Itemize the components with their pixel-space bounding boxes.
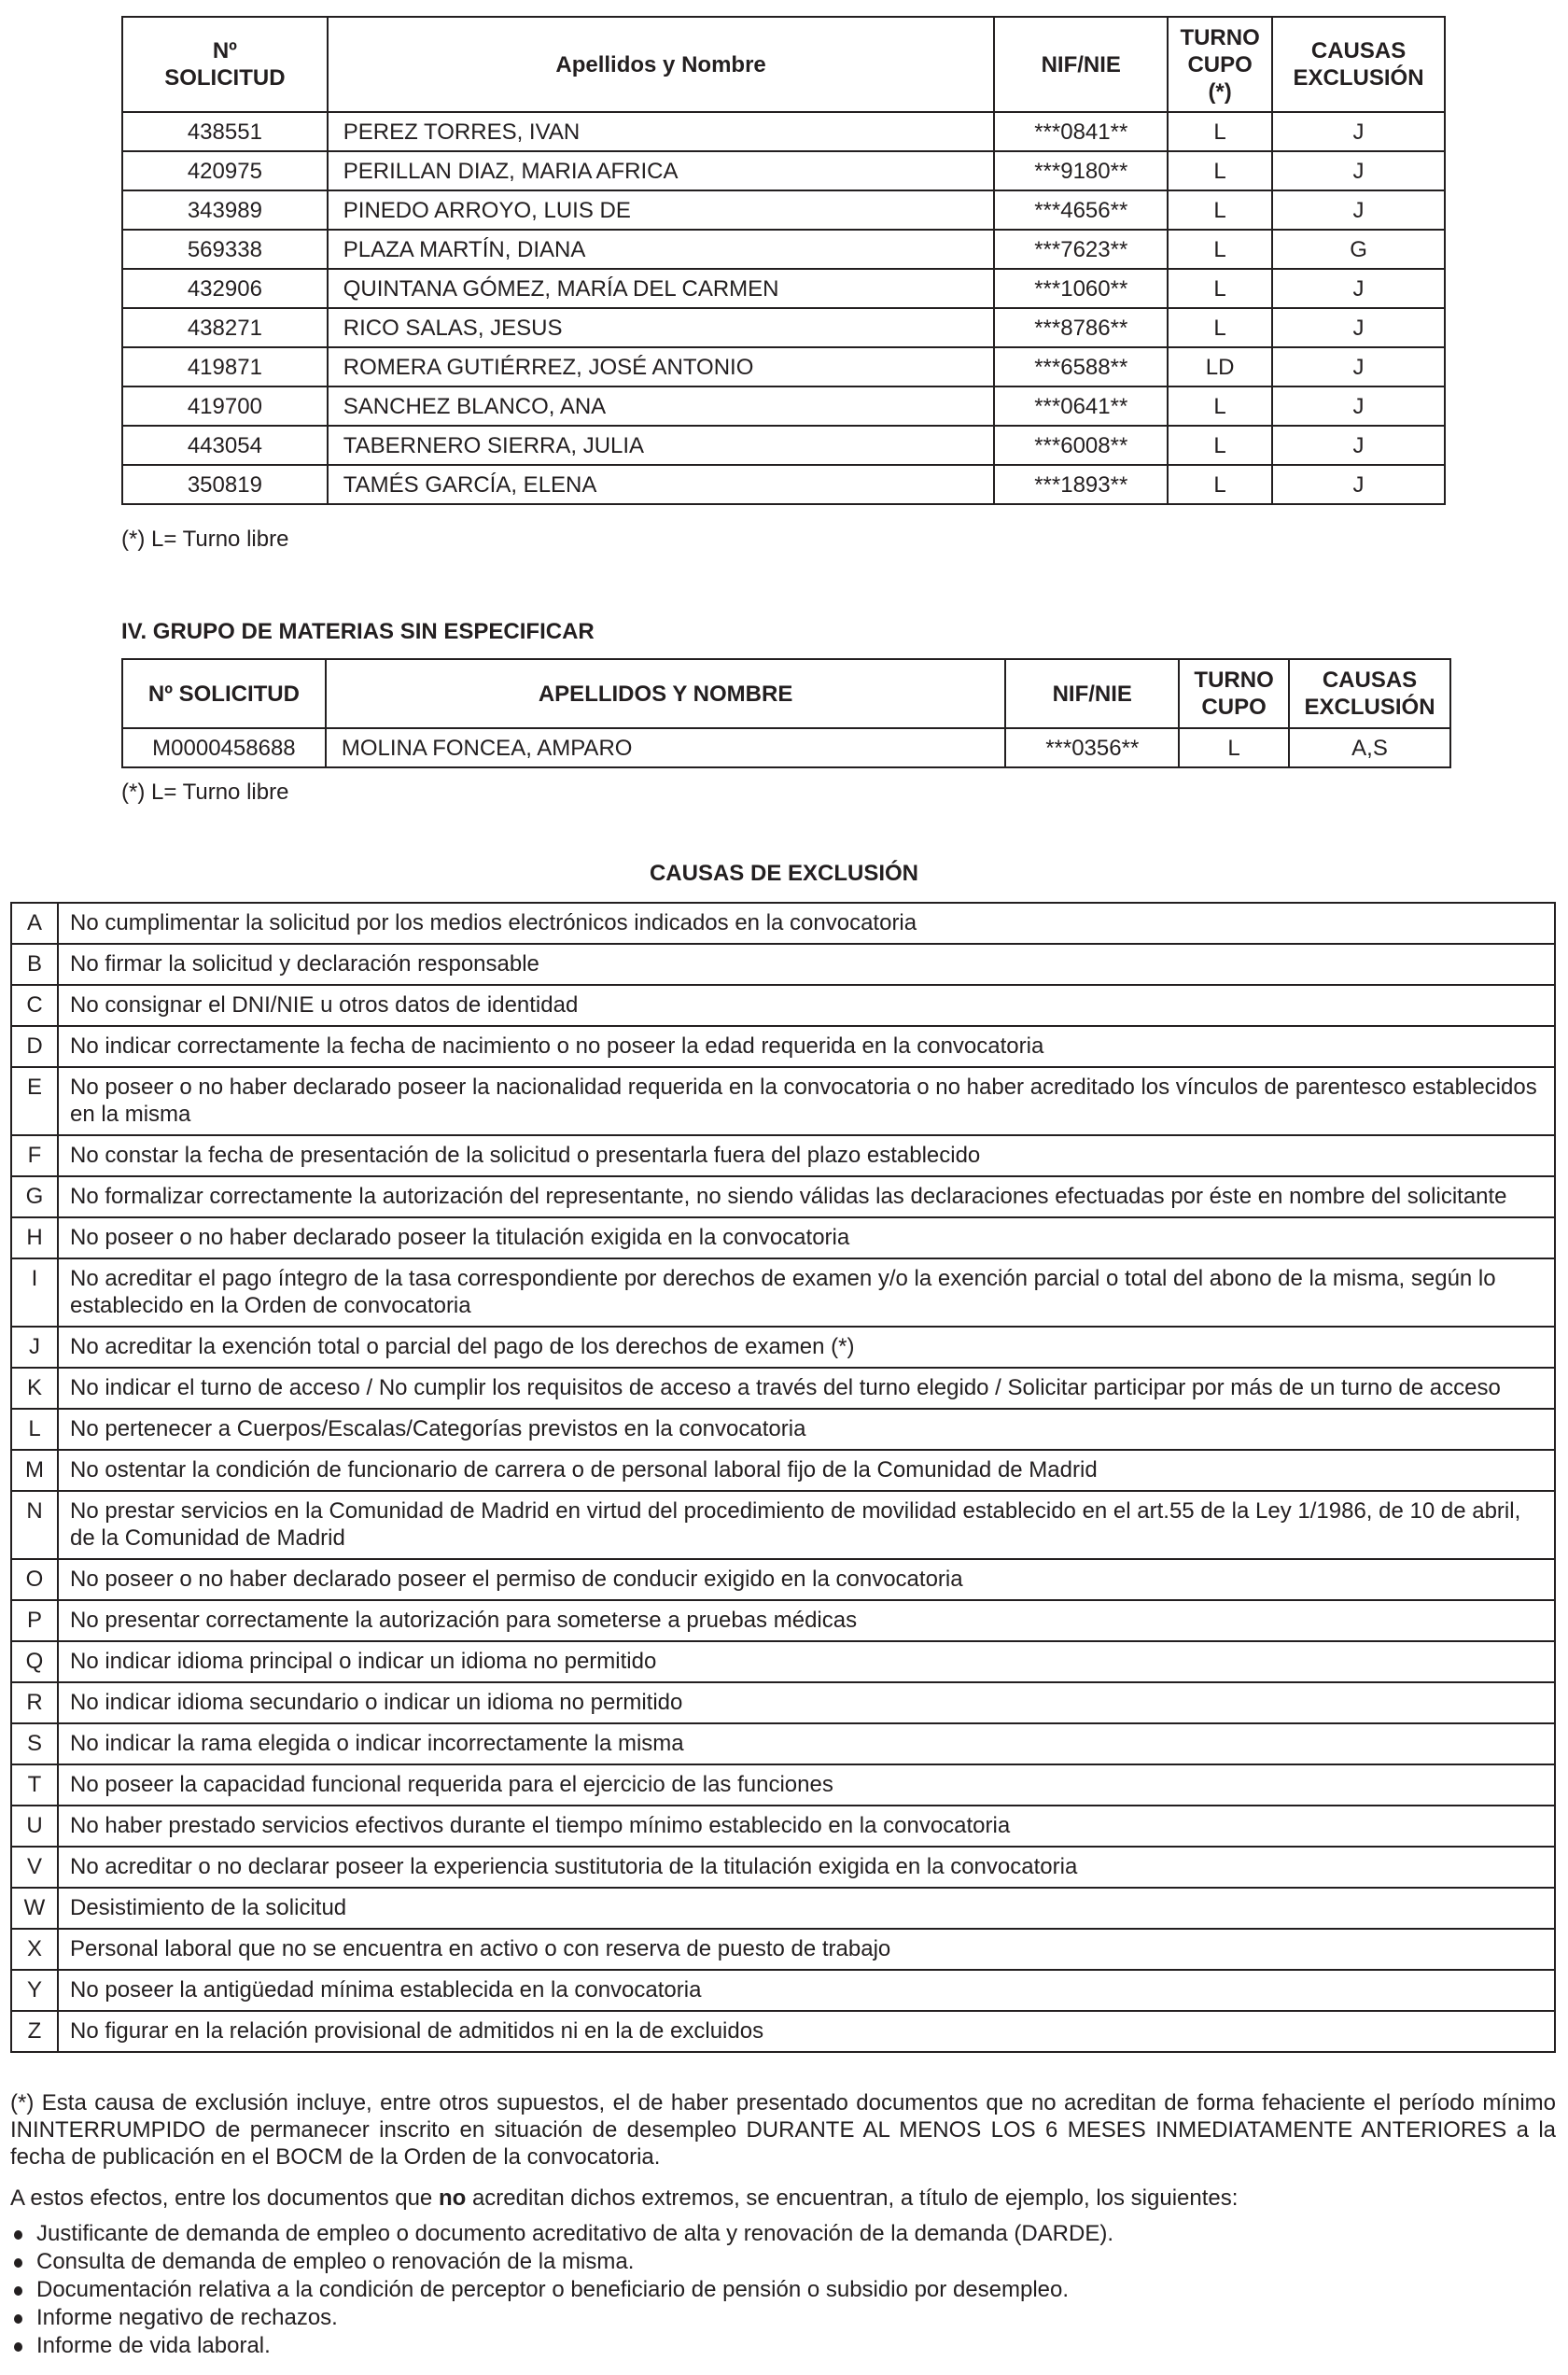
list-item: Documentación relativa a la condición de perceptor o beneficiario de pensión o subsidio por desempleo. [10,2276,1556,2304]
documents-intro-bold: no [438,2185,467,2211]
cell-nif: ***4656** [994,190,1168,230]
causa-description: No poseer o no haber declarado poseer la titulación exigida en la convocatoria [58,1217,1555,1258]
cell-name: PINEDO ARROYO, LUIS DE [328,190,995,230]
bullet-icon [14,2342,22,2352]
documents-intro-after: acreditan dichos extremos, se encuentran, a título de ejemplo, los siguientes: [466,2185,1239,2211]
causa-description: No formalizar correctamente la autorización del representante, no siendo válidas las declaraciones efectuadas por éste en nombre del solicitante [58,1176,1555,1217]
causa-code: Q [11,1641,58,1682]
cell-num: 350819 [122,465,328,504]
causa-code: B [11,944,58,985]
cell-causas: J [1272,112,1445,151]
list-item: Informe de vida laboral. [10,2332,1556,2360]
causa-code: T [11,1764,58,1806]
cell-num: M0000458688 [122,728,326,767]
causa-description: No prestar servicios en la Comunidad de Madrid en virtud del procedimiento de movilidad establecido en el art.55 de la Ley 1/1986, de 10 de abril, de la Comunidad de Madrid [58,1491,1555,1559]
cell-causas: J [1272,347,1445,386]
table-row [122,347,1445,386]
causa-code: U [11,1806,58,1847]
cell-nif: ***1893** [994,465,1168,504]
causa-row [11,1847,1555,1888]
excluded-applicants-table [121,16,1446,505]
bullet-icon [14,2258,22,2268]
table-row [122,151,1445,190]
cell-nif: ***9180** [994,151,1168,190]
cell-turno: L [1168,190,1272,230]
causa-description: No acreditar el pago íntegro de la tasa correspondiente por derechos de examen y/o la exención parcial o total del abono de la misma, según lo establecido en la Orden de convocatoria [58,1258,1555,1327]
causa-description: No firmar la solicitud y declaración responsable [58,944,1555,985]
causa-description: No indicar idioma secundario o indicar un idioma no permitido [58,1682,1555,1723]
causa-description: No indicar el turno de acceso / No cumplir los requisitos de acceso a través del turno elegido / Solicitar participar por más de un turno de acceso [58,1368,1555,1409]
table-row [122,386,1445,426]
causa-row [11,2011,1555,2052]
cell-num: 438551 [122,112,328,151]
cell-turno: L [1168,230,1272,269]
cell-causas: J [1272,151,1445,190]
causa-description: No indicar correctamente la fecha de nacimiento o no poseer la edad requerida en la convocatoria [58,1026,1555,1067]
table-row [122,112,1445,151]
causa-row [11,1929,1555,1970]
cell-num: 419700 [122,386,328,426]
causa-code: S [11,1723,58,1764]
causa-code: I [11,1258,58,1327]
causa-row [11,985,1555,1026]
cell-name: ROMERA GUTIÉRREZ, JOSÉ ANTONIO [328,347,995,386]
header-apellidos-nombre: Apellidos y Nombre [328,17,995,112]
causa-row [11,1450,1555,1491]
causa-row [11,1723,1555,1764]
cell-causas: J [1272,190,1445,230]
causa-row [11,1026,1555,1067]
causa-code: F [11,1135,58,1176]
table-header-row [122,659,1450,728]
cell-nif: ***0641** [994,386,1168,426]
cell-num: 343989 [122,190,328,230]
section4-table [121,658,1451,768]
causa-code: A [11,903,58,944]
table-row [122,426,1445,465]
cell-nif: ***0841** [994,112,1168,151]
cell-turno: L [1179,728,1289,767]
bullet-icon [14,2230,22,2240]
header-apellidos-nombre: APELLIDOS Y NOMBRE [326,659,1006,728]
table-row [122,728,1450,767]
causa-description: No constar la fecha de presentación de la solicitud o presentarla fuera del plazo establecido [58,1135,1555,1176]
causa-code: N [11,1491,58,1559]
table-row [122,465,1445,504]
causa-row [11,1368,1555,1409]
causa-description: No pertenecer a Cuerpos/Escalas/Categorías previstos en la convocatoria [58,1409,1555,1450]
causa-description: No indicar idioma principal o indicar un idioma no permitido [58,1641,1555,1682]
cell-name: QUINTANA GÓMEZ, MARÍA DEL CARMEN [328,269,995,308]
cell-nif: ***0356** [1005,728,1179,767]
causa-row [11,1327,1555,1368]
causa-row [11,1067,1555,1135]
causa-description: No poseer la capacidad funcional requerida para el ejercicio de las funciones [58,1764,1555,1806]
cell-nif: ***7623** [994,230,1168,269]
turno-footnote-1: (*) L= Turno libre [121,527,289,552]
causa-description: No poseer o no haber declarado poseer el permiso de conducir exigido en la convocatoria [58,1559,1555,1600]
causas-exclusion-title: CAUSAS DE EXCLUSIÓN [649,861,919,886]
header-nif-nie: NIF/NIE [1005,659,1179,728]
causa-row [11,1176,1555,1217]
cell-turno: L [1168,465,1272,504]
causa-row [11,944,1555,985]
table-row [122,230,1445,269]
causa-row [11,1491,1555,1559]
cell-name: TAMÉS GARCÍA, ELENA [328,465,995,504]
bullet-icon [14,2286,22,2296]
causa-code: R [11,1682,58,1723]
causa-code: X [11,1929,58,1970]
cell-turno: LD [1168,347,1272,386]
causa-code: M [11,1450,58,1491]
header-causas-exclusion: CAUSAS EXCLUSIÓN [1272,17,1445,112]
causa-row [11,1641,1555,1682]
cell-num: 438271 [122,308,328,347]
cell-num: 420975 [122,151,328,190]
documents-intro-before: A estos efectos, entre los documentos que [10,2185,439,2211]
causa-row [11,1682,1555,1723]
cell-num: 432906 [122,269,328,308]
causa-row [11,1970,1555,2011]
causa-description: No ostentar la condición de funcionario de carrera o de personal laboral fijo de la Comunidad de Madrid [58,1450,1555,1491]
causa-description: No consignar el DNI/NIE u otros datos de identidad [58,985,1555,1026]
causa-description: No figurar en la relación provisional de admitidos ni en la de excluidos [58,2011,1555,2052]
cell-nif: ***6588** [994,347,1168,386]
causa-code: P [11,1600,58,1641]
causa-row [11,1764,1555,1806]
cell-name: TABERNERO SIERRA, JULIA [328,426,995,465]
header-nif-nie: NIF/NIE [994,17,1168,112]
cell-causas: G [1272,230,1445,269]
causa-row [11,1258,1555,1327]
header-turno-cupo: TURNO CUPO [1179,659,1289,728]
cell-causas: J [1272,386,1445,426]
causa-description: No acreditar la exención total o parcial del pago de los derechos de examen (*) [58,1327,1555,1368]
cell-turno: L [1168,386,1272,426]
causa-code: O [11,1559,58,1600]
causa-description: No poseer o no haber declarado poseer la nacionalidad requerida en la convocatoria o no haber acreditado los vínculos de parentesco establecidos en la misma [58,1067,1555,1135]
causa-description: No presentar correctamente la autorización para someterse a pruebas médicas [58,1600,1555,1641]
causa-row [11,1806,1555,1847]
cell-nif: ***8786** [994,308,1168,347]
causa-row [11,1217,1555,1258]
causa-row [11,903,1555,944]
causa-row [11,1409,1555,1450]
causa-code: W [11,1888,58,1929]
list-item: Informe negativo de rechazos. [10,2304,1556,2332]
cell-name: MOLINA FONCEA, AMPARO [326,728,1006,767]
causa-code: L [11,1409,58,1450]
cell-name: RICO SALAS, JESUS [328,308,995,347]
causa-row [11,1888,1555,1929]
causa-code: E [11,1067,58,1135]
documents-bullet-list [10,2220,1556,2360]
cell-turno: L [1168,269,1272,308]
cell-num: 569338 [122,230,328,269]
table-row [122,308,1445,347]
table-header-row [122,17,1445,112]
causa-description: Desistimiento de la solicitud [58,1888,1555,1929]
cell-turno: L [1168,151,1272,190]
cell-causas: J [1272,269,1445,308]
causa-row [11,1559,1555,1600]
asterisk-explanatory-note: (*) Esta causa de exclusión incluye, entre otros supuestos, el de haber presentado documentos que no acreditan de forma fehaciente el período mínimo ININTERRUMPIDO de permanecer inscrito en situación de desempleo DURANTE AL MENOS LOS 6 MESES INMEDIATAMENTE ANTERIORES a la fecha de publicación en el BOCM de la Orden de la convocatoria. [10,2090,1556,2170]
causas-exclusion-table [10,902,1556,2053]
cell-turno: L [1168,112,1272,151]
cell-turno: L [1168,426,1272,465]
bullet-icon [14,2314,22,2324]
list-item: Justificante de demanda de empleo o documento acreditativo de alta y renovación de la demanda (DARDE). [10,2220,1556,2248]
causa-code: J [11,1327,58,1368]
list-item: Consulta de demanda de empleo o renovación de la misma. [10,2248,1556,2276]
causa-row [11,1135,1555,1176]
causa-code: H [11,1217,58,1258]
causa-code: Y [11,1970,58,2011]
causa-code: D [11,1026,58,1067]
section-title-grupo-materias: IV. GRUPO DE MATERIAS SIN ESPECIFICAR [121,619,595,644]
causa-description: No cumplimentar la solicitud por los medios electrónicos indicados en la convocatoria [58,903,1555,944]
documents-intro [10,2185,1556,2212]
causa-code: V [11,1847,58,1888]
header-causas-exclusion: CAUSAS EXCLUSIÓN [1289,659,1450,728]
cell-num: 419871 [122,347,328,386]
cell-nif: ***1060** [994,269,1168,308]
causa-code: G [11,1176,58,1217]
cell-causas: A,S [1289,728,1450,767]
cell-causas: J [1272,308,1445,347]
causa-row [11,1600,1555,1641]
turno-footnote-2: (*) L= Turno libre [121,780,289,805]
cell-name: PERILLAN DIAZ, MARIA AFRICA [328,151,995,190]
causa-code: Z [11,2011,58,2052]
causa-description: No poseer la antigüedad mínima establecida en la convocatoria [58,1970,1555,2011]
cell-num: 443054 [122,426,328,465]
causa-description: No acreditar o no declarar poseer la experiencia sustitutoria de la titulación exigida en la convocatoria [58,1847,1555,1888]
cell-causas: J [1272,426,1445,465]
table-row [122,190,1445,230]
header-num-solicitud: Nº SOLICITUD [122,17,328,112]
cell-nif: ***6008** [994,426,1168,465]
causa-code: K [11,1368,58,1409]
cell-name: PLAZA MARTÍN, DIANA [328,230,995,269]
cell-name: SANCHEZ BLANCO, ANA [328,386,995,426]
cell-causas: J [1272,465,1445,504]
causa-code: C [11,985,58,1026]
table-row [122,269,1445,308]
cell-name: PEREZ TORRES, IVAN [328,112,995,151]
causa-description: No indicar la rama elegida o indicar incorrectamente la misma [58,1723,1555,1764]
causa-description: Personal laboral que no se encuentra en activo o con reserva de puesto de trabajo [58,1929,1555,1970]
header-num-solicitud: Nº SOLICITUD [122,659,326,728]
header-turno-cupo: TURNO CUPO (*) [1168,17,1272,112]
cell-turno: L [1168,308,1272,347]
causa-description: No haber prestado servicios efectivos durante el tiempo mínimo establecido en la convocatoria [58,1806,1555,1847]
